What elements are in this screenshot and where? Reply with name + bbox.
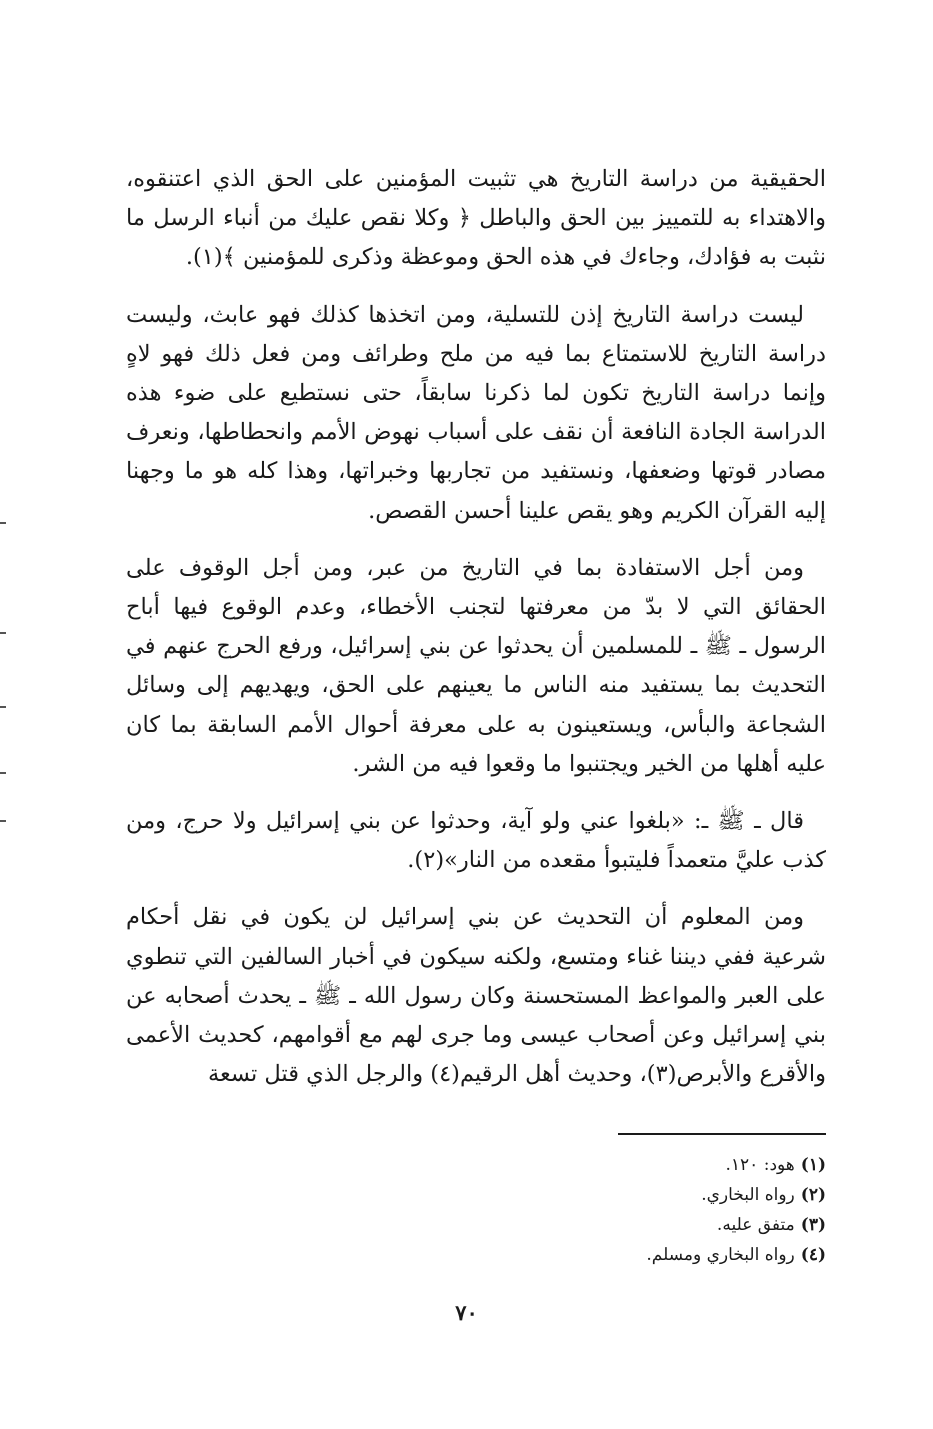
- paragraph: ومن أجل الاستفادة بما في التاريخ من عبر، ومن أجل الوقوف على الحقائق التي لا بدّ من معرفتها لتجنب الأخطاء، وعدم الوقوع فيها أباح الرسول ـ ﷺ ـ للمسلمين أن يحدثوا عن بني إسرائيل، ورفع الحرج عنهم في التحديث بما يستفيد منه الناس ما يعينهم على الحق، ويهديهم إلى وسائل الشجاعة والبأس، ويستعينون به على معرفة أحوال الأمم السابقة بما كان عليه أهلها من الخير ويجتنبوا ما وقعوا فيه من الشر.: [126, 554, 826, 777]
- footnote-number: (١): [800, 1155, 826, 1175]
- footnote-separator: [618, 1133, 826, 1135]
- footnote: [560, 1240, 826, 1270]
- page-number: ٧٠: [455, 1300, 478, 1325]
- margin-mark: [0, 632, 6, 634]
- footnote: [560, 1210, 826, 1240]
- footnotes: [560, 1150, 826, 1270]
- margin-mark: [0, 772, 6, 774]
- footnote-text: رواه البخاري.: [701, 1185, 795, 1205]
- footnote-text: هود: ١٢٠.: [725, 1155, 795, 1175]
- footnote-number: (٤): [800, 1245, 826, 1265]
- footnote: [560, 1150, 826, 1180]
- footnote-number: (٢): [800, 1185, 826, 1205]
- paragraph: ليست دراسة التاريخ إذن للتسلية، ومن اتخذها كذلك فهو عابث، وليست دراسة التاريخ للاستمتاع بما فيه من ملح وطرائف ومن فعل ذلك فهو لاهٍ وإنما دراسة التاريخ تكون لما ذكرنا سابقاً، حتى نستطيع على ضوء هذه الدراسة الجادة النافعة أن نقف على أسباب نهوض الأمم وانحطاطها، ونعرف مصادر قوتها وضعفها، ونستفيد من تجاربها وخبراتها، وهذا كله هو ما وجهنا إليه القرآن الكريم وهو يقص علينا أحسن القصص.: [126, 301, 826, 524]
- footnote-number: (٣): [800, 1215, 826, 1235]
- main-text: [126, 160, 826, 1112]
- paragraph: قال ـ ﷺ ـ: «بلغوا عني ولو آية، وحدثوا عن بني إسرائيل ولا حرج، ومن كذب عليَّ متعمداً فليتبوأ مقعده من النار»(٢).: [126, 808, 826, 874]
- footnote-text: متفق عليه.: [716, 1215, 795, 1235]
- paragraph: ومن المعلوم أن التحديث عن بني إسرائيل لن يكون في نقل أحكام شرعية ففي ديننا غناء ومتسع، ولكنه سيكون في أخبار السالفين التي تنطوي على العبر والمواعظ المستحسنة وكان رسول الله ـ ﷺ ـ يحدث أصحابه عن بني إسرائيل وعن أصحاب عيسى وما جرى لهم مع أقوامهم، كحديث الأعمى والأقرع والأبرص(٣)، وحديث أهل الرقيم(٤) والرجل الذي قتل تسعة: [126, 904, 826, 1088]
- footnote-text: رواه البخاري ومسلم.: [646, 1245, 795, 1265]
- margin-mark: [0, 706, 6, 708]
- margin-mark: [0, 522, 6, 524]
- footnote: [560, 1180, 826, 1210]
- margin-mark: [0, 820, 6, 822]
- paragraph: الحقيقية من دراسة التاريخ هي تثبيت المؤمنين على الحق الذي اعتنقوه، والاهتداء به للتمييز بين الحق والباطل ﴿ وكلا نقص عليك من أنباء الرسل ما نثبت به فؤادك، وجاءك في هذه الحق وموعظة وذكرى للمؤمنين ﴾(١).: [126, 166, 826, 271]
